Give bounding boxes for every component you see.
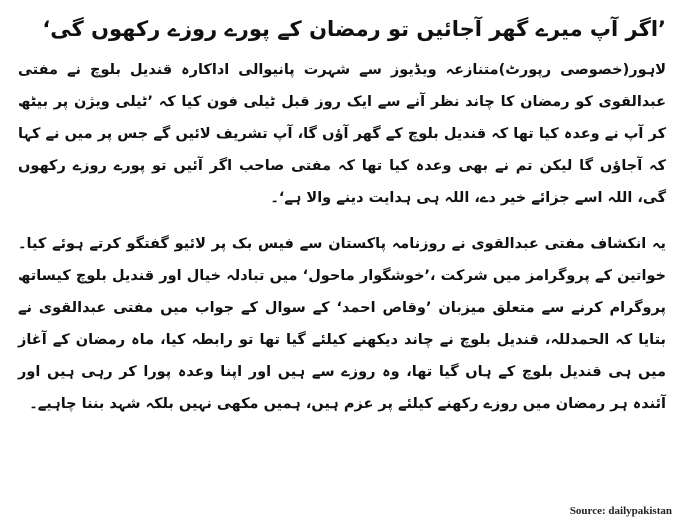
source-credit: Source: dailypakistan — [569, 505, 672, 517]
article-headline: ’اگر آپ میرے گھر آجائیں تو رمضان کے پورے روزے رکھوں گی‘ — [42, 17, 666, 41]
article-paragraph-1: لاہور(خصوصی رپورٹ)متنازعہ ویڈیوز سے شہرت پانیوالی اداکارہ قندیل بلوچ نے مفتی عبدالقوی کو رمضان کا چاند نظر آنے سے ایک روز قبل ٹیلی فون کیا کہ ’ٹیلی ویژن پر بیٹھ کر آپ نے وعدہ کیا تھا کہ قندیل بلوچ کے گھر آؤں گا، آپ تشریف لائیں گے جس پر میں نے کہا کہ آجاؤں گا لیکن تم نے بھی وعدہ کیا تھا کہ مفتی صاحب اگر آئیں تو پورے روزے رکھوں گی، اللہ اسے جزائے خیر دے، اللہ ہی ہدایت دینے والا ہے‘۔ — [18, 62, 666, 206]
article-paragraph-2: یہ انکشاف مفتی عبدالقوی نے روزنامہ پاکستان سے فیس بک پر لائیو گفتگو کرتے ہوئے کیا۔خواتین کے پروگرامز میں شرکت ،’خوشگوار ماحول‘ میں تبادلہ خیال اور قندیل بلوچ کیساتھ پروگرام کرنے سے متعلق میزبان ’وقاص احمد‘ کے سوال کے جواب میں مفتی عبدالقوی نے بتایا کہ الحمدللہ، قندیل بلوچ نے چاند دیکھنے کیلئے گیا تھا تو رابطہ کیا، ماہ رمضان کے آغاز میں ہی قندیل بلوچ کے ہاں گیا تھا، وہ روزے سے ہیں اور اپنا وعدہ پورا کر رہی ہیں اور آئندہ ہر رمضان میں روزے رکھنے کیلئے پر عزم ہیں، ہمیں مکھی نہیں بلکہ شہد بننا چاہیے۔ — [18, 236, 666, 412]
